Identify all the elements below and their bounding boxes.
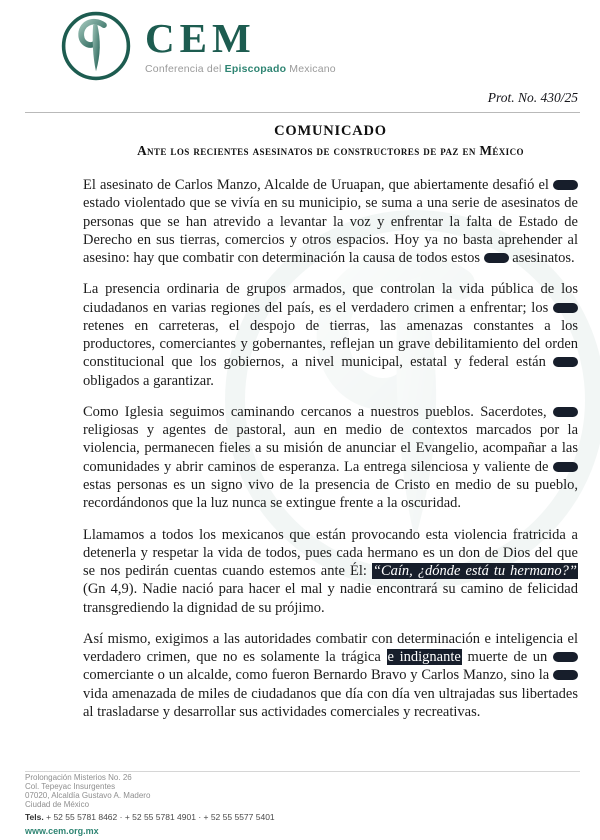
ink-mark <box>553 652 578 662</box>
paragraph <box>83 176 578 267</box>
ink-mark <box>553 670 578 680</box>
footer <box>25 773 275 836</box>
header-divider <box>25 112 580 113</box>
text-run: asesinatos. <box>508 250 575 267</box>
text-run: Como Iglesia seguimos caminando cercanos a nuestros pueblos. Sacerdotes, <box>83 403 553 420</box>
tagline-emphasis: Episcopado <box>224 62 287 75</box>
paragraph <box>83 630 578 721</box>
paragraph <box>83 280 578 390</box>
text-run: religiosas y agentes de pastoral, aun en medio de contextos marcados por la violencia, permanecen fieles a su misión de anunciar el Evangelio, acompañar a las comunidades y abrir caminos de esperanza. La entrega silenciosa y valiente de <box>83 422 578 475</box>
text-run: vida amenazada de miles de ciudadanos que día con día ven ultrajadas sus libertades al trasladarse y desarrollar sus actividades comerciales y recreativas. <box>83 685 578 720</box>
brand-block <box>145 14 336 75</box>
text-run: estas personas es un signo vivo de la presencia de Cristo en medio de su pueblo, recordándonos que la luz nunca se extingue frente a la oscuridad. <box>83 476 578 512</box>
text-run: retenes en carreteras, el despojo de tierras, las amenazas constantes a los productores, comerciantes y gobernantes, reflejan un grave debilitamiento del orden constitucional que los gobiernos, a nivel municipal, estatal y federal están <box>83 317 578 371</box>
paragraph <box>83 403 578 513</box>
text-run: estado violentado que se vivía en su municipio, se suma a una serie de asesinatos de personas que se han atrevido a levantar la voz y enfrentar la falta de Estado de Derecho en sus tierras, comercios y otros espacios. Hoy ya no basta aprehender al asesino: hay que combatir con determinación la causa de todos estos <box>83 195 578 267</box>
address-line: Col. Tepeyac Insurgentes <box>25 781 116 791</box>
ink-mark <box>553 303 578 313</box>
tagline-post: Mexicano <box>286 62 336 75</box>
telephones-numbers: + 52 55 5781 8462 · + 52 55 5781 4901 · + 52 55 5577 5401 <box>46 811 275 822</box>
document-content <box>83 123 578 721</box>
text-run: La presencia ordinaria de grupos armados, que controlan la vida pública de los ciudadanos en varias regiones del país, es el verdadero crimen a enfrentar; los <box>83 281 578 316</box>
protocol-number: Prot. No. 430/25 <box>487 90 578 105</box>
telephones-line <box>25 813 275 823</box>
document-body <box>83 176 578 721</box>
text-run: muerte de un <box>461 649 553 666</box>
ink-mark <box>553 357 578 367</box>
brand-name: CEM <box>145 14 256 61</box>
telephones-label: Tels. <box>25 811 44 822</box>
address-line: Prolongación Misterios No. 26 <box>25 772 132 782</box>
tagline-pre: Conferencia del <box>145 62 225 75</box>
document-title: COMUNICADO <box>274 123 387 139</box>
paragraph <box>83 526 578 617</box>
text-run: obligados a garantizar. <box>83 372 214 389</box>
highlighted-text: e indignante <box>387 649 461 666</box>
document-subtitle: Ante los recientes asesinatos de constructores de paz en México <box>137 143 524 158</box>
letterhead <box>0 0 600 82</box>
text-run: comerciante o un alcalde, como fueron Bernardo Bravo y Carlos Manzo, sino la <box>83 667 553 684</box>
text-run: El asesinato de Carlos Manzo, Alcalde de Uruapan, que abiertamente desafió el <box>83 177 553 193</box>
text-run: (Gn 4,9). Nadie nació para hacer el mal y nadie encontrará su camino de felicidad transgrediendo la dignidad de su prójimo. <box>83 581 578 616</box>
text-run: Así mismo, exigimos a las autoridades combatir con determinación e inteligencia el verdadero crimen, que no es solamente la trágica <box>83 630 578 666</box>
address-line: 07020, Alcaldía Gustavo A. Madero <box>25 791 151 801</box>
text-run: Llamamos a todos los mexicanos que están provocando esta violencia fratricida a detenerla y respetar la vida de todos, pues cada hermano es un don de Dios del que se nos pedirán cuentas cuando estemos ante Él: <box>83 526 578 580</box>
ink-mark <box>484 253 509 263</box>
highlighted-text: “Caín, ¿dónde está tu hermano?” <box>372 563 577 580</box>
ink-mark <box>553 407 578 417</box>
website-url: www.cem.org.mx <box>25 825 99 836</box>
ink-mark <box>553 180 578 190</box>
cem-logo-icon <box>60 10 132 82</box>
brand-tagline <box>145 63 336 75</box>
ink-mark <box>553 462 578 472</box>
address-line: Ciudad de México <box>25 800 90 810</box>
